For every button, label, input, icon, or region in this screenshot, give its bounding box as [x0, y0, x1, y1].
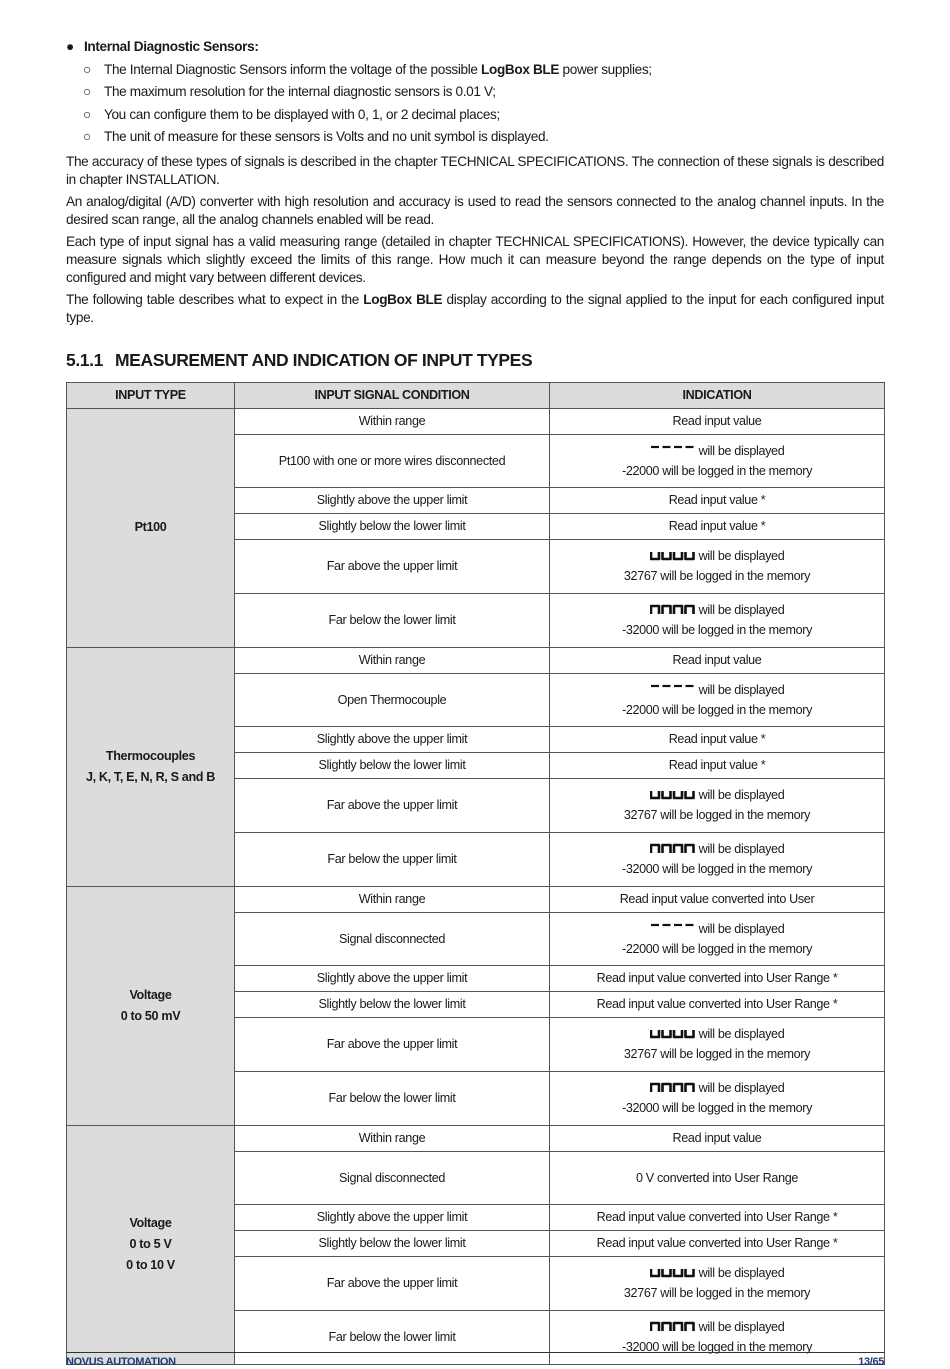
display-text: will be displayed — [698, 842, 785, 856]
input-type-label: 0 to 10 V — [126, 1258, 175, 1272]
bullet-circle-icon: ○ — [83, 129, 91, 144]
header-input-type: INPUT TYPE — [67, 382, 235, 408]
indication-cell — [550, 1017, 885, 1071]
indication-cell: Read input value * — [550, 752, 885, 778]
display-text: will be displayed — [698, 1081, 785, 1095]
display-line — [554, 441, 880, 461]
indication-cell: Read input value converted into User Range * — [550, 1204, 885, 1230]
condition-cell: Slightly below the lower limit — [235, 991, 550, 1017]
condition-cell: Far above the upper limit — [235, 1256, 550, 1310]
display-dashes-icon — [650, 683, 696, 695]
condition-cell: Within range — [235, 886, 550, 912]
indication-cell: Read input value — [550, 408, 885, 434]
indication-cell: Read input value * — [550, 726, 885, 752]
condition-cell: Pt100 with one or more wires disconnected — [235, 434, 550, 487]
sub-bullet-4 — [66, 126, 884, 149]
table-intro-product: LogBox BLE — [363, 291, 443, 307]
indication-cell — [550, 434, 885, 487]
condition-cell: Slightly above the upper limit — [235, 726, 550, 752]
memory-log-text: -22000 will be logged in the memory — [621, 941, 813, 956]
display-dashes-icon — [650, 444, 696, 456]
header-signal-condition: INPUT SIGNAL CONDITION — [235, 382, 550, 408]
indication-cell — [550, 832, 885, 886]
condition-cell: Far above the upper limit — [235, 778, 550, 832]
indication-cell — [550, 673, 885, 726]
bullet-dot-icon: ● — [66, 39, 74, 54]
condition-cell: Within range — [235, 1125, 550, 1151]
bullet-internal-diagnostic — [66, 36, 884, 59]
input-type-label: J, K, T, E, N, R, S and B — [85, 769, 216, 784]
display-line — [554, 1263, 880, 1283]
indication-cell: Read input value converted into User Range * — [550, 1230, 885, 1256]
input-type-cell — [67, 886, 235, 1125]
paragraph-table-intro — [66, 291, 884, 327]
condition-cell: Far above the upper limit — [235, 1017, 550, 1071]
display-line — [554, 1024, 880, 1044]
display-line — [554, 1078, 880, 1098]
condition-cell: Signal disconnected — [235, 1151, 550, 1204]
memory-log-text: -32000 will be logged in the memory — [621, 1101, 813, 1115]
input-type-cell — [67, 408, 235, 647]
display-text: will be displayed — [698, 1027, 785, 1041]
indication-cell: Read input value * — [550, 513, 885, 539]
sub-bullet-1-text-b: power supplies; — [559, 61, 652, 77]
condition-cell: Within range — [235, 408, 550, 434]
indication-cell — [550, 778, 885, 832]
sub-bullet-3-text: You can configure them to be displayed with 0, 1, or 2 decimal places; — [104, 106, 500, 122]
condition-cell: Slightly above the upper limit — [235, 965, 550, 991]
condition-cell: Far below the lower limit — [235, 1071, 550, 1125]
table-intro-text-b: display according to the signal applied to the input for each configured input type. — [66, 291, 884, 325]
bullet-circle-icon: ○ — [83, 61, 91, 77]
display-overrange-icon — [650, 549, 696, 561]
display-text: will be displayed — [698, 682, 785, 697]
section-heading — [66, 350, 884, 371]
display-overrange-icon — [650, 1266, 696, 1278]
display-underrange-icon — [650, 1081, 696, 1093]
paragraph-accuracy: The accuracy of these types of signals is described in the chapter TECHNICAL SPECIFICATIONS. The connection of these signals is described in chapter INSTALLATION. — [66, 153, 884, 187]
indication-cell — [550, 1256, 885, 1310]
section-number: 5.1.1 — [66, 349, 103, 370]
page-footer — [66, 1352, 884, 1368]
table-body — [67, 408, 885, 1364]
sub-bullet-3 — [66, 104, 884, 127]
input-types-table — [66, 382, 885, 1365]
memory-log-text: -32000 will be logged in the memory — [621, 623, 813, 637]
footer-company: NOVUS AUTOMATION — [66, 1356, 176, 1368]
sub-bullet-1-product: LogBox BLE — [481, 61, 560, 77]
condition-cell: Slightly below the lower limit — [235, 752, 550, 778]
document-page — [66, 36, 884, 1365]
input-type-cell — [67, 1125, 235, 1364]
memory-log-text: 32767 will be logged in the memory — [623, 808, 811, 822]
indication-cell — [550, 593, 885, 647]
table-intro-text-a: The following table describes what to expect in the — [66, 291, 364, 307]
header-indication: INDICATION — [550, 382, 885, 408]
sub-bullet-4-text: The unit of measure for these sensors is Volts and no unit symbol is displayed. — [104, 129, 549, 144]
condition-cell: Within range — [235, 647, 550, 673]
display-overrange-icon — [650, 788, 696, 800]
condition-cell: Signal disconnected — [235, 912, 550, 965]
display-text: will be displayed — [698, 1320, 785, 1334]
section-title: MEASUREMENT AND INDICATION OF INPUT TYPES — [115, 349, 533, 370]
condition-cell: Slightly above the upper limit — [235, 487, 550, 513]
indication-cell — [550, 1071, 885, 1125]
display-line — [554, 600, 880, 620]
indication-cell: Read input value converted into User Range * — [550, 991, 885, 1017]
sub-bullet-2-text: The maximum resolution for the internal diagnostic sensors is 0.01 V; — [104, 84, 496, 99]
indication-cell: 0 V converted into User Range — [550, 1151, 885, 1204]
display-underrange-icon — [650, 842, 696, 854]
indication-cell: Read input value — [550, 1125, 885, 1151]
condition-cell: Far below the lower limit — [235, 1310, 550, 1364]
display-overrange-icon — [650, 1027, 696, 1039]
input-type-label: Voltage — [129, 987, 172, 1002]
bullet-title: Internal Diagnostic Sensors: — [84, 39, 259, 54]
table-row — [67, 408, 885, 434]
indication-cell — [550, 539, 885, 593]
condition-cell: Open Thermocouple — [235, 673, 550, 726]
paragraph-range: Each type of input signal has a valid measuring range (detailed in chapter TECHNICAL SPECIFICATIONS). However, the device typically can measure signals which slightly exceed the limits of this range. How much it can measure beyond the range depends on the type of input configured and might vary between different devices. — [66, 233, 884, 285]
table-row — [67, 1125, 885, 1151]
display-text: will be displayed — [698, 603, 785, 617]
indication-cell: Read input value — [550, 647, 885, 673]
memory-log-text: -22000 will be logged in the memory — [621, 702, 813, 717]
display-text: will be displayed — [698, 443, 785, 458]
condition-cell: Far below the lower limit — [235, 593, 550, 647]
memory-log-text: -32000 will be logged in the memory — [621, 862, 813, 876]
table-row — [67, 647, 885, 673]
display-line — [554, 680, 880, 700]
input-type-label: Thermocouples — [105, 748, 196, 763]
table-row — [67, 886, 885, 912]
bullet-circle-icon: ○ — [83, 84, 91, 99]
condition-cell: Slightly below the lower limit — [235, 1230, 550, 1256]
display-dashes-icon — [650, 922, 696, 934]
paragraph-converter: An analog/digital (A/D) converter with high resolution and accuracy is used to read the sensors connected to the analog channel inputs. In the desired scan range, all the analog channels enabled will be read. — [66, 193, 884, 227]
indication-cell: Read input value * — [550, 487, 885, 513]
display-line — [554, 919, 880, 939]
input-type-cell — [67, 647, 235, 886]
indication-cell: Read input value converted into User Range * — [550, 965, 885, 991]
bullet-circle-icon: ○ — [83, 106, 91, 122]
condition-cell: Far above the upper limit — [235, 539, 550, 593]
display-underrange-icon — [650, 603, 696, 615]
input-type-label: 0 to 5 V — [129, 1237, 172, 1251]
sub-bullet-1 — [66, 59, 884, 82]
display-text: will be displayed — [698, 1266, 785, 1280]
condition-cell: Far below the upper limit — [235, 832, 550, 886]
memory-log-text: 32767 will be logged in the memory — [623, 569, 811, 583]
sub-bullet-1-text-a: The Internal Diagnostic Sensors inform the voltage of the possible — [104, 61, 482, 77]
sub-bullet-2 — [66, 81, 884, 104]
display-underrange-icon — [650, 1320, 696, 1332]
input-type-label: Pt100 — [134, 520, 167, 534]
indication-cell — [550, 912, 885, 965]
footer-page-number: 13/65 — [858, 1356, 884, 1368]
condition-cell: Slightly below the lower limit — [235, 513, 550, 539]
display-line — [554, 1317, 880, 1337]
memory-log-text: -32000 will be logged in the memory — [621, 1340, 813, 1354]
memory-log-text: 32767 will be logged in the memory — [623, 1047, 811, 1061]
display-line — [554, 839, 880, 859]
condition-cell: Slightly above the upper limit — [235, 1204, 550, 1230]
display-text: will be displayed — [698, 788, 785, 802]
indication-cell: Read input value converted into User — [550, 886, 885, 912]
memory-log-text: 32767 will be logged in the memory — [623, 1286, 811, 1300]
display-text: will be displayed — [698, 921, 785, 936]
memory-log-text: -22000 will be logged in the memory — [621, 463, 813, 478]
display-text: will be displayed — [698, 549, 785, 563]
display-line — [554, 785, 880, 805]
table-header-row — [67, 382, 885, 408]
input-type-label: 0 to 50 mV — [120, 1008, 181, 1023]
input-type-label: Voltage — [129, 1216, 172, 1230]
display-line — [554, 546, 880, 566]
